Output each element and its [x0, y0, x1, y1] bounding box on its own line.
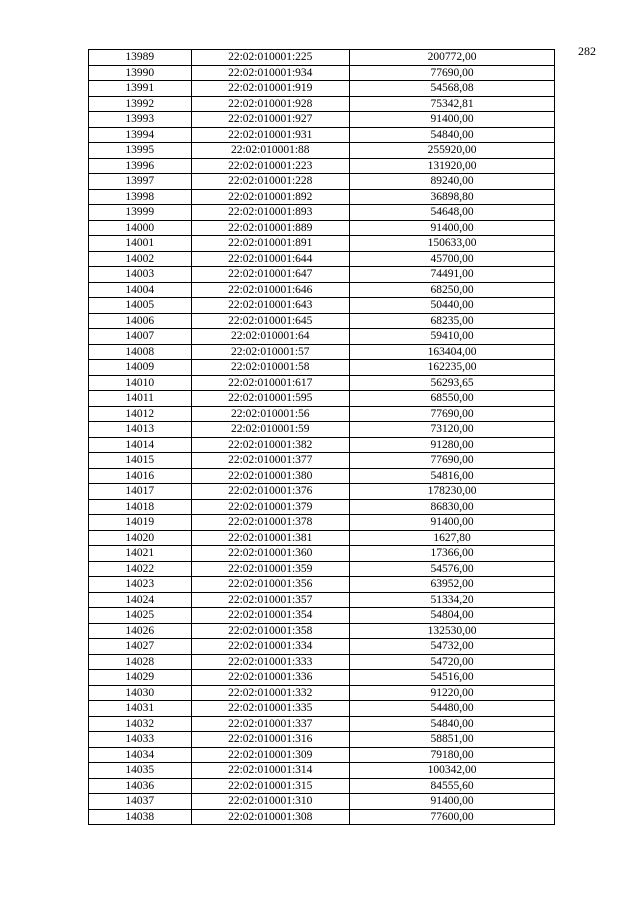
- cadastral-number-cell: 22:02:010001:934: [191, 65, 350, 81]
- value-cell: 54720,00: [350, 654, 555, 670]
- value-cell: 100342,00: [350, 763, 555, 779]
- row-number-cell: 14005: [89, 298, 192, 314]
- table-row: [89, 267, 555, 283]
- row-number-cell: 14036: [89, 778, 192, 794]
- registry-table: [88, 49, 555, 825]
- table-row: [89, 313, 555, 329]
- cadastral-number-cell: 22:02:010001:595: [191, 391, 350, 407]
- cadastral-number-cell: 22:02:010001:360: [191, 546, 350, 562]
- value-cell: 54840,00: [350, 127, 555, 143]
- value-cell: 162235,00: [350, 360, 555, 376]
- table-row: [89, 747, 555, 763]
- table-row: [89, 763, 555, 779]
- row-number-cell: 14019: [89, 515, 192, 531]
- cadastral-number-cell: 22:02:010001:332: [191, 685, 350, 701]
- cadastral-number-cell: 22:02:010001:88: [191, 143, 350, 159]
- table-row: [89, 530, 555, 546]
- table-row: [89, 220, 555, 236]
- row-number-cell: 14026: [89, 623, 192, 639]
- cadastral-number-cell: 22:02:010001:645: [191, 313, 350, 329]
- row-number-cell: 14017: [89, 484, 192, 500]
- row-number-cell: 14038: [89, 809, 192, 825]
- value-cell: 150633,00: [350, 236, 555, 252]
- table-row: [89, 81, 555, 97]
- value-cell: 132530,00: [350, 623, 555, 639]
- row-number-cell: 14034: [89, 747, 192, 763]
- row-number-cell: 14002: [89, 251, 192, 267]
- value-cell: 56293,65: [350, 375, 555, 391]
- cadastral-number-cell: 22:02:010001:336: [191, 670, 350, 686]
- cadastral-number-cell: 22:02:010001:380: [191, 468, 350, 484]
- value-cell: 54480,00: [350, 701, 555, 717]
- value-cell: 50440,00: [350, 298, 555, 314]
- value-cell: 68235,00: [350, 313, 555, 329]
- table-row: [89, 65, 555, 81]
- row-number-cell: 13999: [89, 205, 192, 221]
- table-row: [89, 639, 555, 655]
- value-cell: 54568,08: [350, 81, 555, 97]
- cadastral-number-cell: 22:02:010001:382: [191, 437, 350, 453]
- table-row: [89, 127, 555, 143]
- cadastral-number-cell: 22:02:010001:354: [191, 608, 350, 624]
- cadastral-number-cell: 22:02:010001:334: [191, 639, 350, 655]
- table-row: [89, 701, 555, 717]
- row-number-cell: 14006: [89, 313, 192, 329]
- row-number-cell: 14027: [89, 639, 192, 655]
- cadastral-number-cell: 22:02:010001:377: [191, 453, 350, 469]
- row-number-cell: 14023: [89, 577, 192, 593]
- row-number-cell: 14020: [89, 530, 192, 546]
- cadastral-number-cell: 22:02:010001:58: [191, 360, 350, 376]
- value-cell: 77690,00: [350, 453, 555, 469]
- value-cell: 91400,00: [350, 515, 555, 531]
- page-number: 282: [578, 44, 596, 58]
- cadastral-number-cell: 22:02:010001:314: [191, 763, 350, 779]
- value-cell: 91400,00: [350, 794, 555, 810]
- cadastral-number-cell: 22:02:010001:379: [191, 499, 350, 515]
- cadastral-number-cell: 22:02:010001:617: [191, 375, 350, 391]
- value-cell: 91400,00: [350, 112, 555, 128]
- cadastral-number-cell: 22:02:010001:315: [191, 778, 350, 794]
- row-number-cell: 14001: [89, 236, 192, 252]
- table-row: [89, 732, 555, 748]
- cadastral-number-cell: 22:02:010001:376: [191, 484, 350, 500]
- value-cell: 68250,00: [350, 282, 555, 298]
- cadastral-number-cell: 22:02:010001:308: [191, 809, 350, 825]
- cadastral-number-cell: 22:02:010001:891: [191, 236, 350, 252]
- value-cell: 58851,00: [350, 732, 555, 748]
- row-number-cell: 13995: [89, 143, 192, 159]
- row-number-cell: 14030: [89, 685, 192, 701]
- cadastral-number-cell: 22:02:010001:931: [191, 127, 350, 143]
- row-number-cell: 14008: [89, 344, 192, 360]
- cadastral-number-cell: 22:02:010001:889: [191, 220, 350, 236]
- cadastral-number-cell: 22:02:010001:64: [191, 329, 350, 345]
- cadastral-number-cell: 22:02:010001:358: [191, 623, 350, 639]
- row-number-cell: 14022: [89, 561, 192, 577]
- table-row: [89, 298, 555, 314]
- cadastral-number-cell: 22:02:010001:56: [191, 406, 350, 422]
- row-number-cell: 13990: [89, 65, 192, 81]
- row-number-cell: 14012: [89, 406, 192, 422]
- table-row: [89, 360, 555, 376]
- row-number-cell: 14010: [89, 375, 192, 391]
- cadastral-number-cell: 22:02:010001:378: [191, 515, 350, 531]
- table-row: [89, 592, 555, 608]
- cadastral-number-cell: 22:02:010001:310: [191, 794, 350, 810]
- table-row: [89, 453, 555, 469]
- value-cell: 178230,00: [350, 484, 555, 500]
- value-cell: 51334,20: [350, 592, 555, 608]
- value-cell: 77690,00: [350, 65, 555, 81]
- row-number-cell: 14011: [89, 391, 192, 407]
- row-number-cell: 14014: [89, 437, 192, 453]
- table-row: [89, 391, 555, 407]
- cadastral-number-cell: 22:02:010001:357: [191, 592, 350, 608]
- table-row: [89, 205, 555, 221]
- row-number-cell: 13998: [89, 189, 192, 205]
- row-number-cell: 14018: [89, 499, 192, 515]
- row-number-cell: 14009: [89, 360, 192, 376]
- value-cell: 59410,00: [350, 329, 555, 345]
- table-row: [89, 468, 555, 484]
- table-row: [89, 716, 555, 732]
- table-row: [89, 344, 555, 360]
- value-cell: 91400,00: [350, 220, 555, 236]
- cadastral-number-cell: 22:02:010001:643: [191, 298, 350, 314]
- row-number-cell: 14000: [89, 220, 192, 236]
- value-cell: 131920,00: [350, 158, 555, 174]
- value-cell: 163404,00: [350, 344, 555, 360]
- value-cell: 54648,00: [350, 205, 555, 221]
- table-row: [89, 96, 555, 112]
- cadastral-number-cell: 22:02:010001:356: [191, 577, 350, 593]
- table-row: [89, 50, 555, 66]
- row-number-cell: 14021: [89, 546, 192, 562]
- cadastral-number-cell: 22:02:010001:646: [191, 282, 350, 298]
- table-row: [89, 499, 555, 515]
- row-number-cell: 14007: [89, 329, 192, 345]
- row-number-cell: 14025: [89, 608, 192, 624]
- row-number-cell: 14004: [89, 282, 192, 298]
- row-number-cell: 13993: [89, 112, 192, 128]
- row-number-cell: 14031: [89, 701, 192, 717]
- table-row: [89, 778, 555, 794]
- value-cell: 1627,80: [350, 530, 555, 546]
- table-row: [89, 515, 555, 531]
- value-cell: 54804,00: [350, 608, 555, 624]
- cadastral-number-cell: 22:02:010001:225: [191, 50, 350, 66]
- row-number-cell: 14033: [89, 732, 192, 748]
- value-cell: 77600,00: [350, 809, 555, 825]
- table-row: [89, 546, 555, 562]
- table-row: [89, 794, 555, 810]
- value-cell: 255920,00: [350, 143, 555, 159]
- table-row: [89, 406, 555, 422]
- table-row: [89, 561, 555, 577]
- value-cell: 79180,00: [350, 747, 555, 763]
- cadastral-number-cell: 22:02:010001:893: [191, 205, 350, 221]
- row-number-cell: 14032: [89, 716, 192, 732]
- table-row: [89, 654, 555, 670]
- cadastral-number-cell: 22:02:010001:309: [191, 747, 350, 763]
- row-number-cell: 13997: [89, 174, 192, 190]
- cadastral-number-cell: 22:02:010001:919: [191, 81, 350, 97]
- value-cell: 91220,00: [350, 685, 555, 701]
- cadastral-number-cell: 22:02:010001:647: [191, 267, 350, 283]
- table-row: [89, 375, 555, 391]
- row-number-cell: 14003: [89, 267, 192, 283]
- cadastral-number-cell: 22:02:010001:223: [191, 158, 350, 174]
- cadastral-number-cell: 22:02:010001:892: [191, 189, 350, 205]
- table-row: [89, 236, 555, 252]
- row-number-cell: 13994: [89, 127, 192, 143]
- row-number-cell: 14013: [89, 422, 192, 438]
- row-number-cell: 14035: [89, 763, 192, 779]
- row-number-cell: 14024: [89, 592, 192, 608]
- table-row: [89, 329, 555, 345]
- cadastral-number-cell: 22:02:010001:381: [191, 530, 350, 546]
- table-row: [89, 282, 555, 298]
- row-number-cell: 13991: [89, 81, 192, 97]
- table-row: [89, 174, 555, 190]
- cadastral-number-cell: 22:02:010001:59: [191, 422, 350, 438]
- table-row: [89, 685, 555, 701]
- cadastral-number-cell: 22:02:010001:335: [191, 701, 350, 717]
- cadastral-number-cell: 22:02:010001:316: [191, 732, 350, 748]
- cadastral-number-cell: 22:02:010001:57: [191, 344, 350, 360]
- value-cell: 73120,00: [350, 422, 555, 438]
- table-row: [89, 809, 555, 825]
- value-cell: 63952,00: [350, 577, 555, 593]
- value-cell: 89240,00: [350, 174, 555, 190]
- value-cell: 75342,81: [350, 96, 555, 112]
- row-number-cell: 13992: [89, 96, 192, 112]
- value-cell: 54816,00: [350, 468, 555, 484]
- row-number-cell: 13989: [89, 50, 192, 66]
- table-row: [89, 251, 555, 267]
- row-number-cell: 14029: [89, 670, 192, 686]
- registry-table-body: [89, 50, 555, 825]
- value-cell: 17366,00: [350, 546, 555, 562]
- table-row: [89, 189, 555, 205]
- row-number-cell: 14016: [89, 468, 192, 484]
- table-row: [89, 158, 555, 174]
- value-cell: 54576,00: [350, 561, 555, 577]
- table-row: [89, 484, 555, 500]
- cadastral-number-cell: 22:02:010001:359: [191, 561, 350, 577]
- value-cell: 54516,00: [350, 670, 555, 686]
- cadastral-number-cell: 22:02:010001:228: [191, 174, 350, 190]
- value-cell: 74491,00: [350, 267, 555, 283]
- value-cell: 77690,00: [350, 406, 555, 422]
- value-cell: 68550,00: [350, 391, 555, 407]
- value-cell: 91280,00: [350, 437, 555, 453]
- value-cell: 84555,60: [350, 778, 555, 794]
- table-row: [89, 437, 555, 453]
- table-row: [89, 112, 555, 128]
- row-number-cell: 14028: [89, 654, 192, 670]
- table-row: [89, 422, 555, 438]
- row-number-cell: 14037: [89, 794, 192, 810]
- table-row: [89, 577, 555, 593]
- cadastral-number-cell: 22:02:010001:644: [191, 251, 350, 267]
- cadastral-number-cell: 22:02:010001:337: [191, 716, 350, 732]
- table-row: [89, 143, 555, 159]
- table-row: [89, 623, 555, 639]
- row-number-cell: 13996: [89, 158, 192, 174]
- value-cell: 54840,00: [350, 716, 555, 732]
- value-cell: 36898,80: [350, 189, 555, 205]
- row-number-cell: 14015: [89, 453, 192, 469]
- value-cell: 200772,00: [350, 50, 555, 66]
- value-cell: 86830,00: [350, 499, 555, 515]
- cadastral-number-cell: 22:02:010001:928: [191, 96, 350, 112]
- value-cell: 54732,00: [350, 639, 555, 655]
- value-cell: 45700,00: [350, 251, 555, 267]
- table-row: [89, 670, 555, 686]
- cadastral-number-cell: 22:02:010001:927: [191, 112, 350, 128]
- cadastral-number-cell: 22:02:010001:333: [191, 654, 350, 670]
- table-row: [89, 608, 555, 624]
